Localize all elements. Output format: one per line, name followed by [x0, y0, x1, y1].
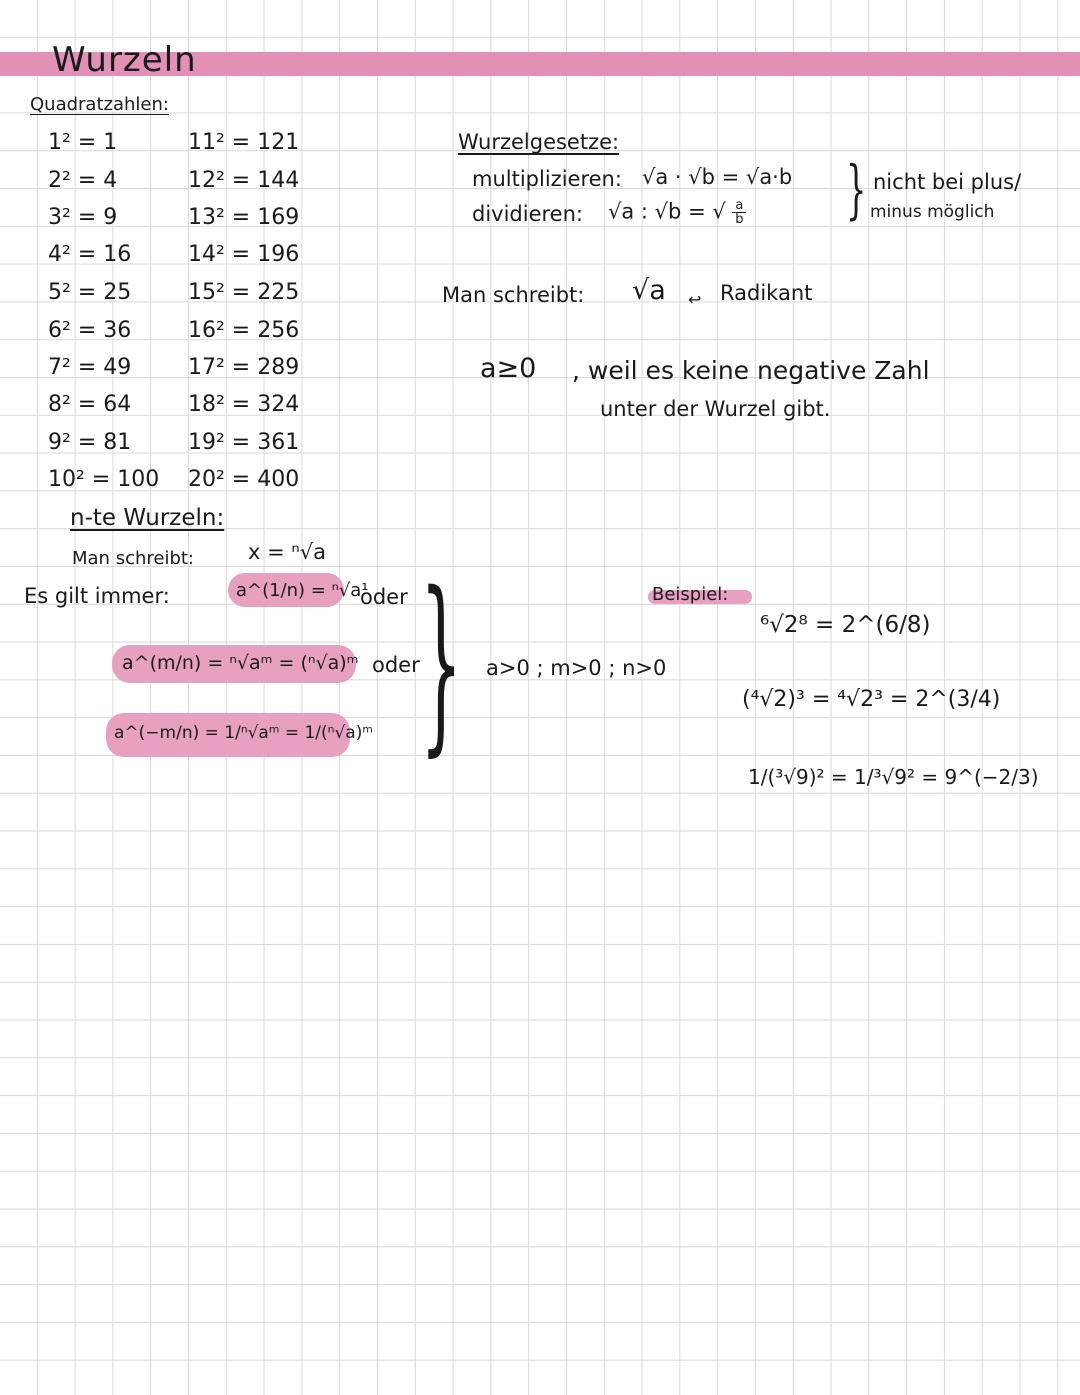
- divide-frac-den: b: [735, 212, 744, 227]
- rule3: a^(−m/n) = 1/ⁿ√aᵐ = 1/(ⁿ√a)ᵐ: [114, 723, 373, 743]
- notation-formula: √a: [632, 275, 666, 306]
- divide-formula-text: √a : √b = √: [608, 199, 726, 224]
- square-left-10: 10² = 100: [48, 467, 160, 492]
- square-right-6: 16² = 256: [188, 318, 300, 343]
- square-right-7: 17² = 289: [188, 355, 300, 380]
- notation-label: Man schreibt:: [442, 283, 585, 307]
- square-right-2: 12² = 144: [188, 168, 300, 193]
- square-right-9: 19² = 361: [188, 430, 300, 455]
- oder1: oder: [360, 585, 408, 609]
- square-left-7: 7² = 49: [48, 355, 132, 380]
- square-left-5: 5² = 25: [48, 280, 132, 305]
- divide-label: dividieren:: [472, 202, 583, 226]
- square-right-3: 13² = 169: [188, 205, 300, 230]
- nte-conditions: a>0 ; m>0 ; n>0: [486, 656, 667, 680]
- divide-fraction: [732, 199, 746, 226]
- divide-frac-num: a: [732, 199, 746, 213]
- square-left-2: 2² = 4: [48, 168, 118, 193]
- laws-note-line2: minus möglich: [870, 202, 995, 222]
- squares-heading: Quadratzahlen:: [30, 94, 169, 115]
- radikant-arrow-icon: ↩: [688, 290, 702, 309]
- square-left-8: 8² = 64: [48, 392, 132, 417]
- oder2: oder: [372, 653, 420, 677]
- laws-note-line1: nicht bei plus/: [873, 170, 1022, 194]
- multiply-formula: √a · √b = √a·b: [642, 165, 793, 189]
- reason-line1: , weil es keine negative Zahl: [572, 356, 930, 385]
- nte-man-schreibt: Man schreibt:: [72, 548, 195, 569]
- nte-heading: n-te Wurzeln:: [70, 505, 225, 531]
- laws-heading: Wurzelgesetze:: [458, 130, 620, 154]
- square-right-4: 14² = 196: [188, 242, 300, 267]
- square-left-1: 1² = 1: [48, 130, 118, 155]
- rules-brace-icon: }: [420, 552, 463, 773]
- multiply-label: multiplizieren:: [472, 167, 622, 191]
- example-3: 1/(³√9)² = 1/³√9² = 9^(−2/3): [748, 765, 1039, 789]
- condition: a≥0: [480, 353, 537, 384]
- page-title: Wurzeln: [52, 40, 197, 80]
- radikant-label: Radikant: [720, 281, 813, 305]
- square-left-9: 9² = 81: [48, 430, 132, 455]
- rule2: a^(m/n) = ⁿ√aᵐ = (ⁿ√a)ᵐ: [122, 652, 359, 674]
- square-right-10: 20² = 400: [188, 467, 300, 492]
- square-left-6: 6² = 36: [48, 318, 132, 343]
- divide-formula: [608, 199, 746, 226]
- reason-line2: unter der Wurzel gibt.: [600, 397, 831, 421]
- square-right-1: 11² = 121: [188, 130, 300, 155]
- laws-brace-icon: }: [846, 153, 867, 227]
- square-right-5: 15² = 225: [188, 280, 300, 305]
- square-left-4: 4² = 16: [48, 242, 132, 267]
- square-right-8: 18² = 324: [188, 392, 300, 417]
- example-1: ⁶√2⁸ = 2^(6/8): [760, 612, 931, 638]
- es-gilt-immer: Es gilt immer:: [24, 584, 170, 608]
- rule1: a^(1/n) = ⁿ√a¹: [236, 580, 369, 601]
- nte-x-formula: x = ⁿ√a: [248, 540, 326, 564]
- example-heading: Beispiel:: [652, 584, 729, 605]
- square-left-3: 3² = 9: [48, 205, 118, 230]
- example-2: (⁴√2)³ = ⁴√2³ = 2^(3/4): [742, 687, 1001, 712]
